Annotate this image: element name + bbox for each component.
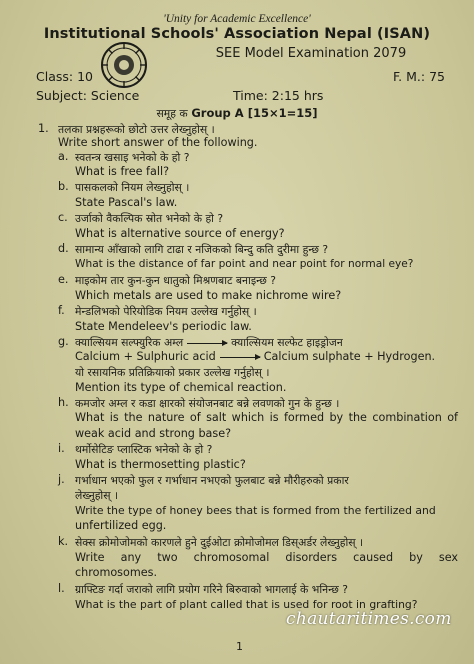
- instruction-nepali: तलका प्रश्नहरूको छोटो उत्तर लेख्नुहोस् ।: [58, 123, 215, 136]
- item-c-english: What is alternative source of energy?: [75, 227, 285, 240]
- item-marker: f.: [58, 304, 65, 317]
- item-d-english: What is the distance of far point and near point for normal eye?: [75, 258, 414, 270]
- item-k-english-line2: chromosomes.: [75, 566, 158, 579]
- organization-title: Institutional Schools' Association Nepal (ISAN): [43, 26, 431, 42]
- item-h-nepali: कमजोर अम्ल र कडा क्षारको संयोजनबाट बन्ने लवणको गुन के हुन्छ ।: [75, 397, 340, 410]
- item-marker: e.: [58, 273, 69, 286]
- item-l-nepali: ग्राफ्टिङ गर्दा जराको लागि प्रयोग गरिने बिरुवाको भागलाई के भनिन्छ ?: [75, 583, 348, 596]
- group-label: Group A [15×1=15]: [191, 106, 318, 120]
- item-g-reaction-english: [75, 350, 435, 363]
- class-label: Class: 10: [36, 69, 93, 84]
- item-h-english-line1: What is the nature of salt which is formed by the combination of: [75, 411, 458, 424]
- watermark: chautaritimes.com: [286, 609, 452, 629]
- item-b-english: State Pascal's law.: [75, 196, 178, 209]
- page-number: 1: [236, 640, 243, 653]
- item-marker: d.: [58, 242, 69, 255]
- item-e-nepali: माइकोम तार कुन-कुन धातुको मिश्रणबाट बनाइन्छ ?: [75, 274, 276, 287]
- item-marker: h.: [58, 396, 69, 409]
- item-marker: l.: [58, 582, 65, 595]
- reactants-english: Calcium + Sulphuric acid: [75, 350, 216, 363]
- exam-title: SEE Model Examination 2079: [215, 46, 407, 61]
- item-marker: c.: [58, 211, 68, 224]
- reaction-arrow: [220, 357, 260, 358]
- question-number: 1.: [38, 122, 49, 135]
- item-marker: i.: [58, 442, 65, 455]
- item-j-english-line2: unfertilized egg.: [75, 519, 167, 532]
- time-label: Time: 2:15 hrs: [233, 88, 324, 103]
- group-heading: [0, 106, 474, 121]
- reaction-arrow: [187, 343, 227, 344]
- item-e-english: Which metals are used to make nichrome wire?: [75, 289, 342, 302]
- item-j-english-line1: Write the type of honey bees that is formed from the fertilized and: [75, 504, 436, 517]
- item-b-nepali: पासकलको नियम लेख्नुहोस् ।: [75, 181, 190, 194]
- item-a-english: What is free fall?: [75, 165, 170, 178]
- motto: 'Unity for Academic Excellence': [163, 13, 311, 25]
- subject-label: Subject: Science: [36, 88, 140, 103]
- item-i-english: What is thermosetting plastic?: [75, 458, 246, 471]
- item-c-nepali: उर्जाको वैकल्पिक स्रोत भनेको के हो ?: [75, 212, 224, 225]
- item-j-nepali-line1: गर्भाधान भएको फुल र गर्भाधान नभएको फुलबाट बन्ने मौरीहरुको प्रकार: [75, 474, 349, 487]
- item-g-question-nepali: यो रसायनिक प्रतिक्रियाको प्रकार उल्लेख गर्नुहोस् ।: [75, 366, 270, 379]
- item-h-english-line2: weak acid and strong base?: [75, 427, 232, 440]
- full-marks-label: F. M.: 75: [393, 69, 445, 84]
- item-f-english: State Mendeleev's periodic law.: [75, 320, 252, 333]
- item-marker: a.: [58, 150, 69, 163]
- item-marker: g.: [58, 335, 69, 348]
- item-k-nepali: सेक्स क्रोमोजोमको कारणले हुने दुईओटा क्रोमोजोमल डिस्अर्डर लेख्नुहोस् ।: [75, 536, 364, 549]
- item-g-reaction-nepali: [75, 335, 343, 350]
- products-english: Calcium sulphate + Hydrogen.: [263, 350, 436, 363]
- item-d-nepali: सामान्य आँखाको लागि टाढा र नजिकको बिन्दु कति दुरीमा हुन्छ ?: [75, 243, 329, 256]
- item-marker: k.: [58, 535, 69, 548]
- products-nepali: क्याल्सियम सल्फेट हाइड्रोजन: [231, 336, 343, 349]
- item-k-english-line1: Write any two chromosomal disorders caused by sex: [75, 551, 458, 564]
- item-l-english: What is the part of plant called that is used for root in grafting?: [75, 598, 418, 611]
- instruction-english: Write short answer of the following.: [58, 136, 258, 149]
- item-marker: b.: [58, 180, 69, 193]
- item-marker: j.: [58, 473, 65, 486]
- item-a-nepali: स्वतन्त्र खसाइ भनेको के हो ?: [75, 151, 190, 164]
- association-logo: [100, 41, 148, 89]
- item-f-nepali: मेन्डलिभको पेरियोडिक नियम उल्लेख गर्नुहोस् ।: [75, 305, 257, 318]
- reactants-nepali: क्याल्सियम सल्फ्युरिक अम्ल: [75, 336, 184, 349]
- item-j-nepali-line2: लेख्नुहोस् ।: [75, 489, 119, 502]
- item-i-nepali: थर्मोसेटिङ प्लास्टिक भनेको के हो ?: [75, 443, 213, 456]
- item-g-question-english: Mention its type of chemical reaction.: [75, 381, 287, 394]
- group-nepali: समूह क: [156, 107, 188, 120]
